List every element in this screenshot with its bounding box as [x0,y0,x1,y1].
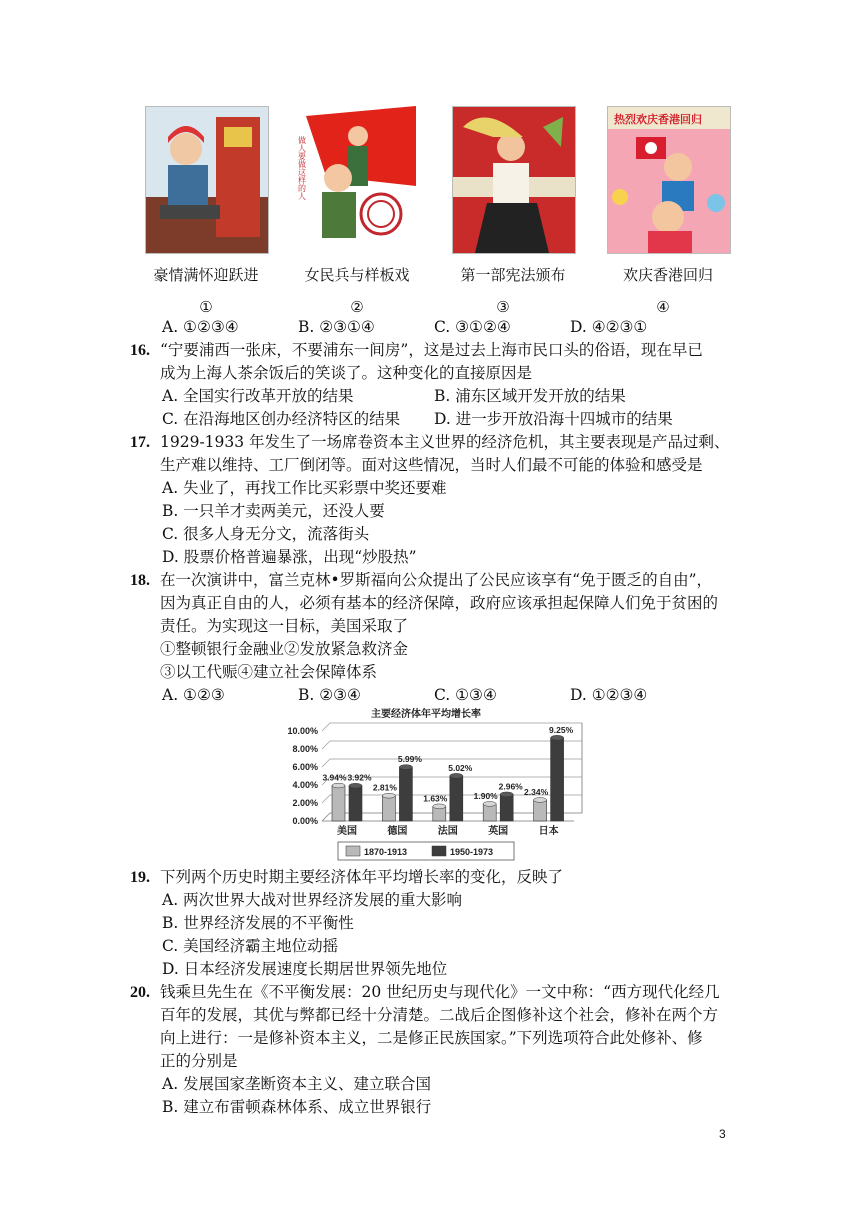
q15-option-d: D. ④②③① [570,318,648,336]
q20-stem-line-3: 向上进行：一是修补资本主义，二是修正民族国家。”下列选项符合此处修补、修 [160,1029,703,1047]
q17-stem-line-2: 生产难以维持、工厂倒闭等。面对这些情况，当时人们最不可能的体验和感受是 [160,456,703,474]
q16-number: 16. [130,342,150,359]
chart-bar [382,796,395,821]
q19-option-a: A. 两次世界大战对世界经济发展的重大影响 [162,891,463,909]
chart-ytick-label: 10.00% [287,726,318,736]
chart-title: 主要经济体年平均增长率 [371,709,481,720]
chart-bar-top [500,792,513,797]
poster-2-image [296,106,418,252]
q16-option-c: C. 在沿海地区创办经济特区的结果 [162,410,401,428]
chart-ytick-label: 2.00% [292,798,318,808]
chart-bar-top [534,798,547,803]
poster-4-image [607,106,731,254]
q18-stem-line-2: 因为真正自由的人，必须有基本的经济保障，政府应该承担起保障人们免于贫困的 [160,594,719,612]
chart-category-label: 德国 [387,826,408,837]
growth-rate-chart-svg [264,703,588,863]
q19-option-b: B. 世界经济发展的不平衡性 [162,914,354,932]
q17-stem-line-1: 1929-1933 年发生了一场席卷资本主义世界的经济危机，其主要表现是产品过剩、 [160,433,730,451]
q17-number: 17. [130,434,150,451]
chart-bar-top [433,804,446,809]
chart-gridline [322,741,582,749]
chart-ytick-label: 0.00% [292,816,318,826]
chart-data-label: 3.92% [347,772,372,783]
chart-bar [349,786,362,821]
q15-option-b: B. ②③①④ [298,318,375,336]
q15-option-a: A. ①②③④ [162,318,239,336]
q15-option-c: C. ③①②④ [434,318,511,336]
chart-data-label: 5.02% [448,762,473,773]
chart-data-label: 2.34% [524,786,549,797]
q20-option-a: A. 发展国家垄断资本主义、建立联合国 [162,1075,432,1093]
q19-option-d: D. 日本经济发展速度长期居世界领先地位 [162,960,448,978]
poster-4-caption: 欢庆香港回归 [622,266,713,284]
chart-data-label: 2.81% [372,782,397,793]
chart-bar [450,776,463,821]
q18-option-b: B. ②③④ [298,686,361,704]
chart-bar [332,786,345,821]
q20-stem-line-1: 钱乘旦先生在《不平衡发展：20 世纪历史与现代化》一文中称：“西方现代化经几 [160,983,720,1001]
chart-bar-top [483,802,496,807]
q18-option-a: A. ①②③ [162,686,225,704]
q20-option-b: B. 建立布雷顿森林体系、成立世界银行 [162,1098,432,1116]
q18-option-d: D. ①②③④ [570,686,648,704]
chart-bar-top [399,765,412,770]
poster-3-caption: 第一部宪法颁布 [460,266,566,284]
chart-bar-top [382,793,395,798]
chart-legend-label: 1950-1973 [450,847,494,857]
q18-item-line-2: ③以工代赈④建立社会保障体系 [160,663,378,681]
chart-bar-top [450,773,463,778]
poster-3-number: ③ [496,298,510,316]
chart-bar-top [349,783,362,788]
svg-text:热烈欢庆香港回归: 热烈欢庆香港回归 [614,113,702,126]
q16-stem-line-1: “宁要浦西一张床，不要浦东一间房”，这是过去上海市民口头的俗语，现在早已 [160,341,703,359]
chart-category-label: 英国 [488,826,509,837]
q19-number: 19. [130,869,150,886]
chart-gridline [322,723,582,731]
poster-3-image [452,106,576,254]
q18-stem-line-1: 在一次演讲中，富兰克林•罗斯福向公众提出了公民应该享有“免于匮乏的自由”， [160,571,712,589]
poster-2-number: ② [350,298,364,316]
chart-bar [500,794,513,821]
q16-option-b: B. 浦东区域开发开放的结果 [434,387,626,405]
q20-stem-line-2: 百年的发展，其优与弊都已经十分清楚。二战后企图修补这个社会，修补在两个方 [160,1006,719,1024]
chart-bar-top [332,783,345,788]
poster-4-number: ④ [656,298,670,316]
q19-option-c: C. 美国经济霸主地位动摇 [162,937,339,955]
chart-bar [551,738,564,821]
poster-1-caption: 豪情满怀迎跃进 [153,266,259,284]
chart-ytick-label: 8.00% [292,744,318,754]
chart-legend-swatch [346,846,360,856]
q18-number: 18. [130,572,150,589]
chart-category-label: 法国 [437,826,458,837]
poster-2-caption: 女民兵与样板戏 [304,266,410,284]
chart-data-label: 1.63% [423,793,448,804]
q17-option-d: D. 股票价格普遍暴涨，出现“炒股热” [162,548,417,566]
q19-stem-line-1: 下列两个历史时期主要经济体年平均增长率的变化，反映了 [160,868,564,886]
q18-option-c: C. ①③④ [434,686,497,704]
q17-option-a: A. 失业了，再找工作比买彩票中奖还要难 [162,479,447,497]
chart-legend-label: 1870-1913 [364,847,408,857]
q17-option-b: B. 一只羊才卖两美元，还没人要 [162,502,385,520]
chart-ytick-label: 4.00% [292,780,318,790]
poster-1-image [145,106,269,254]
chart-bar [534,800,547,821]
q16-stem-line-2: 成为上海人茶余饭后的笑谈了。这种变化的直接原因是 [160,364,533,382]
page-number: 3 [719,1127,726,1141]
q16-option-d: D. 进一步开放沿海十四城市的结果 [434,410,673,428]
chart-data-label: 5.99% [397,754,422,765]
q18-stem-line-3: 责任。为实现这一目标，美国采取了 [160,617,409,635]
chart-data-label: 1.90% [473,790,498,801]
q20-stem-line-4: 正的分别是 [160,1052,238,1070]
chart-data-label: 3.94% [322,772,347,783]
chart-data-label: 2.96% [498,781,523,792]
growth-rate-chart [264,703,588,863]
chart-category-label: 日本 [538,826,559,837]
q20-number: 20. [130,984,150,1001]
q18-item-line-1: ①整顿银行金融业②发放紧急救济金 [160,640,409,658]
chart-bar [399,767,412,821]
chart-bar-top [551,735,564,740]
chart-data-label: 9.25% [549,724,574,735]
poster-1-number: ① [199,298,213,316]
chart-ytick-label: 6.00% [292,762,318,772]
q16-option-a: A. 全国实行改革开放的结果 [162,387,354,405]
chart-legend-swatch [432,846,446,856]
q17-option-c: C. 很多人身无分文，流落街头 [162,525,370,543]
chart-category-label: 美国 [337,826,357,837]
svg-text:做人要做这样的人: 做人要做这样的人 [297,136,307,200]
